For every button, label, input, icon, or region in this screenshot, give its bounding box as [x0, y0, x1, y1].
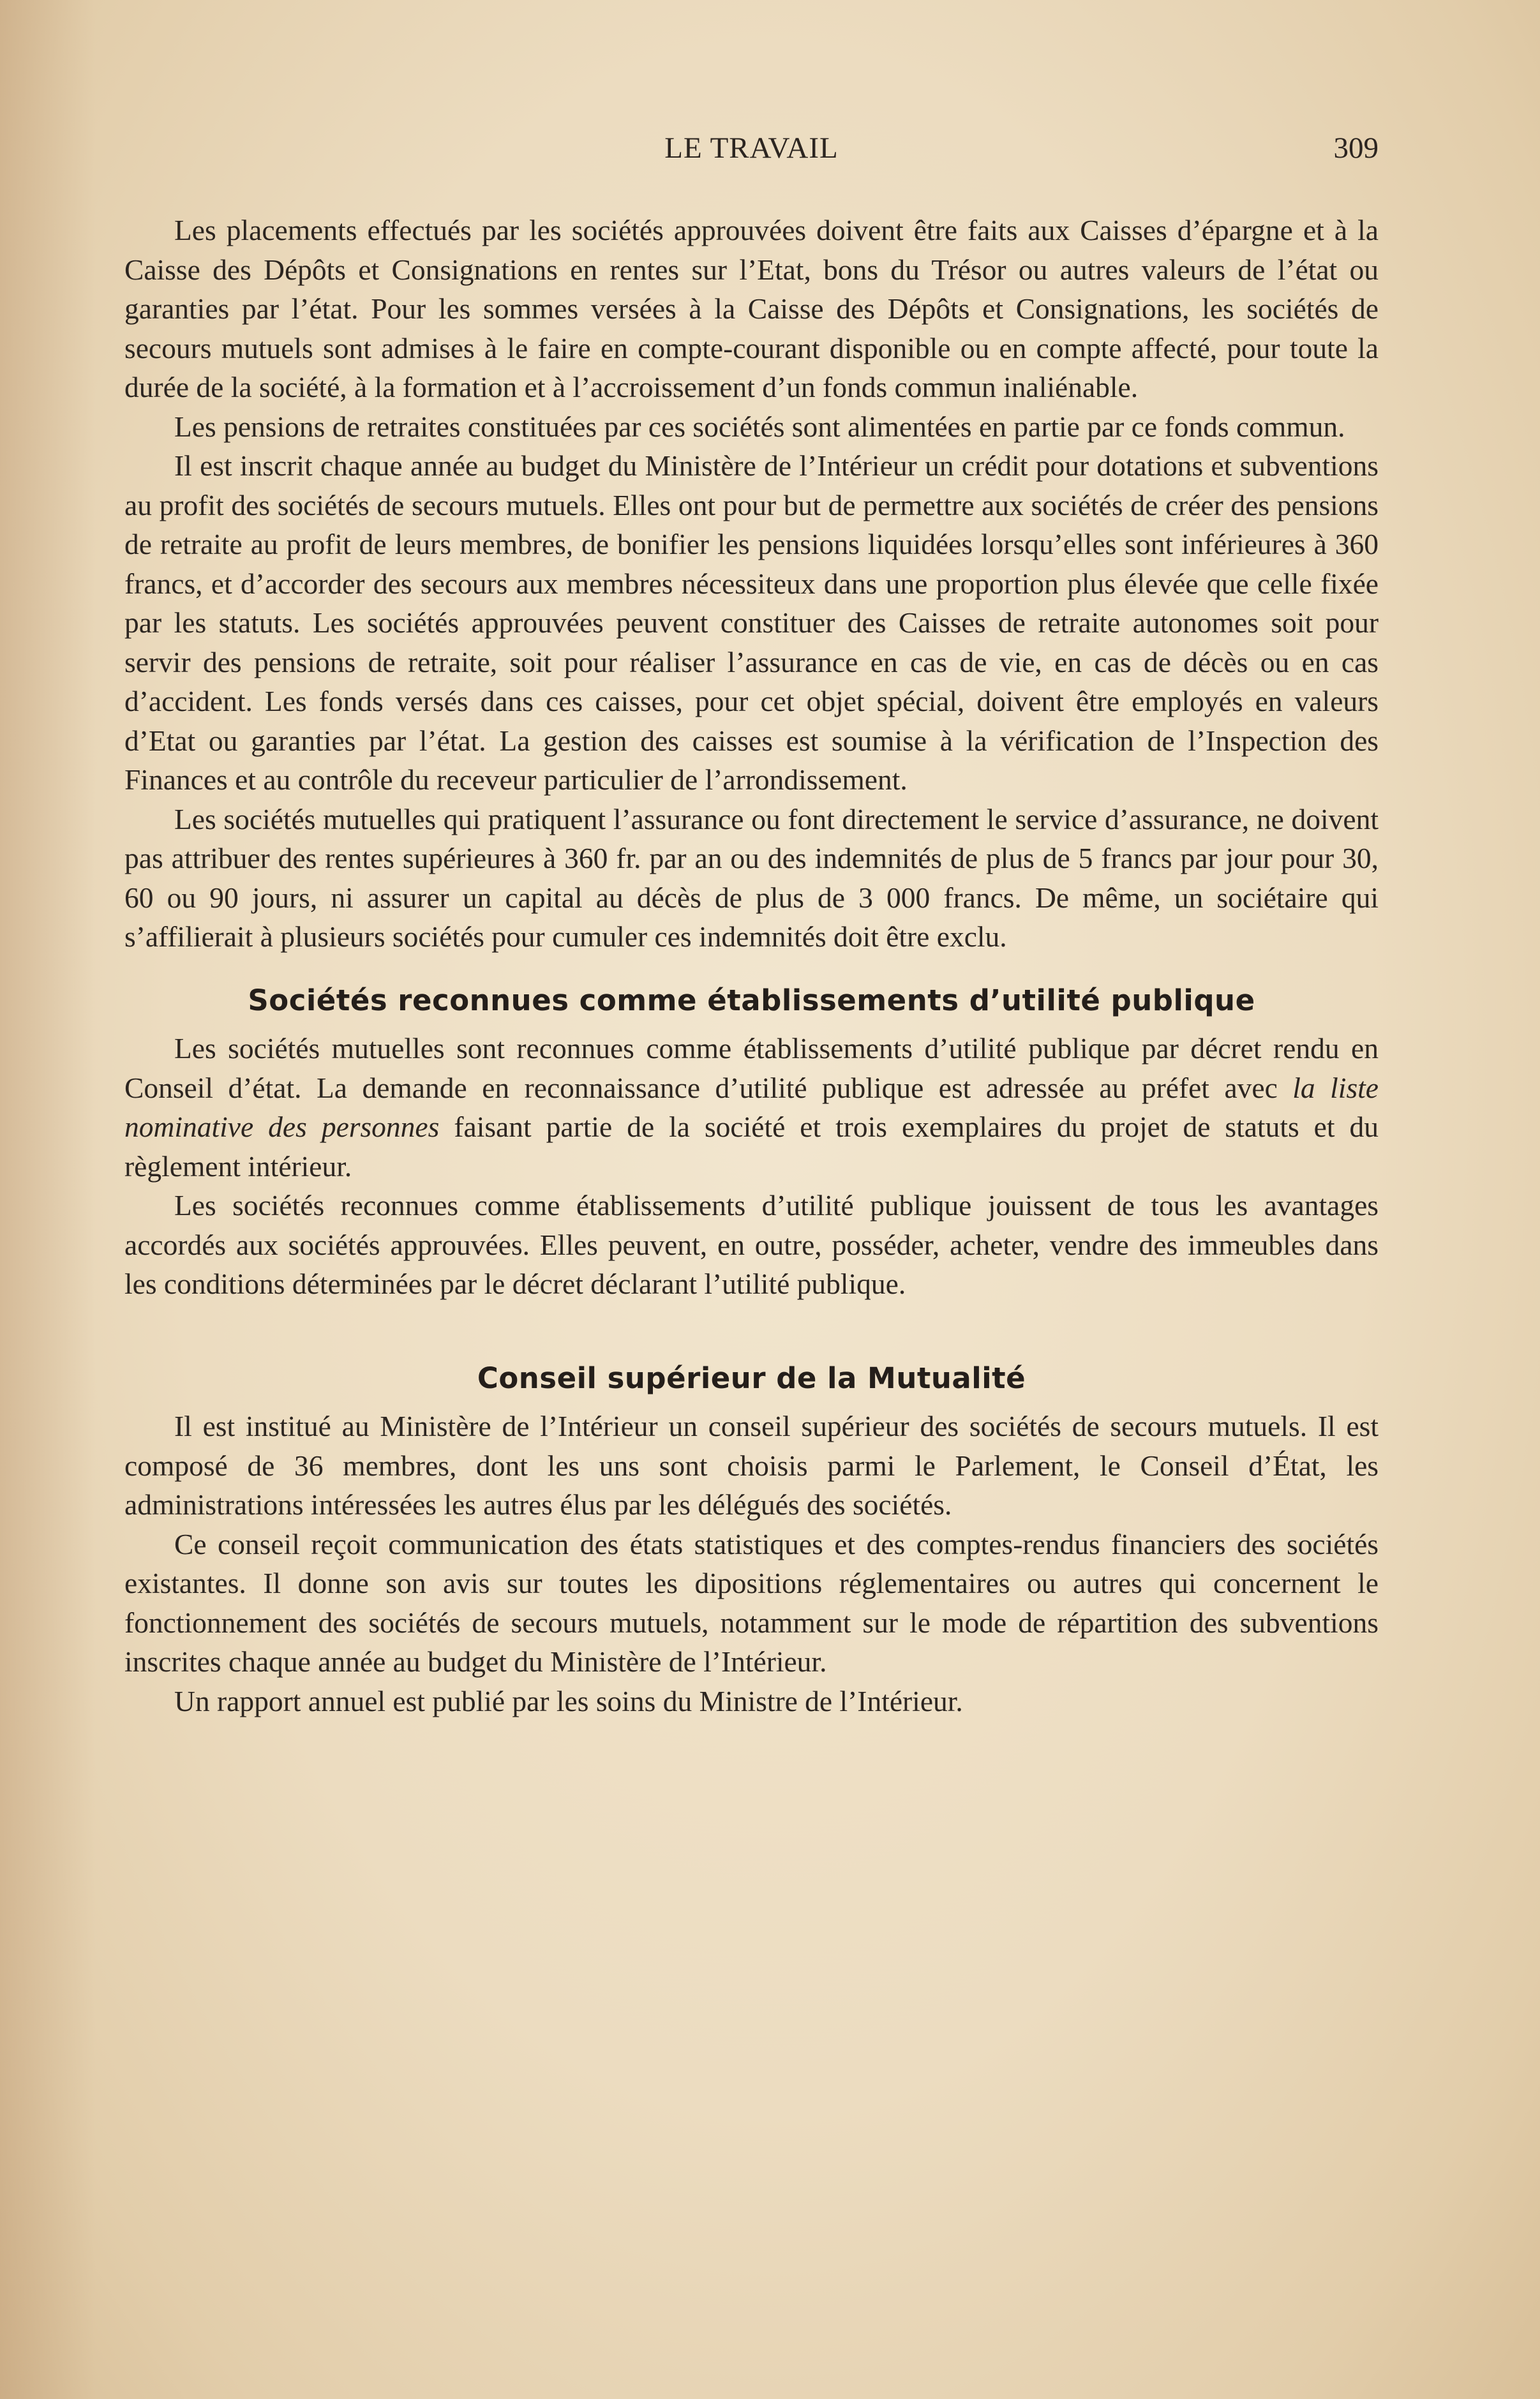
paragraph: Un rapport annuel est publié par les soins du Ministre de l’Intérieur. [174, 1684, 963, 1717]
running-title: LE TRAVAIL [664, 131, 839, 165]
paragraph: Il est institué au Ministère de l’Intérieur un conseil supérieur des sociétés de secours mutuels. Il est composé de 36 membres, dont les uns sont choisis parmi le Parlement, le Conseil d’État, les administrations intéressées les autres élus par les délégués des sociétés. [124, 1410, 1379, 1521]
paragraph [124, 1029, 1379, 1186]
page-header [124, 131, 1379, 169]
page-number: 309 [1333, 131, 1379, 165]
page-body [124, 211, 1379, 1721]
section-heading-conseil-superieur: Conseil supérieur de la Mutualité [477, 1361, 1026, 1395]
paragraph: Ce conseil reçoit communication des états statistiques et des comptes-rendus financiers des sociétés existantes. Il donne son avis sur toutes les dipositions réglementaires ou autres qui concernent le fonctionnement des sociétés de secours mutuels, notamment sur le mode de répartition des subventions inscrites chaque année au budget du Ministère de l’Intérieur. [124, 1527, 1379, 1678]
paragraph-text: Les sociétés mutuelles sont reconnues comme établissements d’utilité publique par décret rendu en Conseil d’état. La demande en reconnaissance d’utilité publique est adressée au préfet avec [124, 1032, 1379, 1104]
paragraph: Les sociétés reconnues comme établissements d’utilité publique jouissent de tous les avantages accordés aux sociétés approuvées. Elles peuvent, en outre, posséder, acheter, vendre des immeubles dans les conditions déterminées par le décret déclarant l’utilité publique. [124, 1189, 1379, 1300]
italic-phrase: la liste nominative des personnes [124, 1071, 1379, 1143]
paragraph: Il est inscrit chaque année au budget du Ministère de l’Intérieur un crédit pour dotations et subventions au profit des sociétés de secours mutuels. Elles ont pour but de permettre aux sociétés de créer des pensions de retraite au profit de leurs membres, de bonifier les pensions liquidées lorsqu’elles sont inférieures à 360 francs, et d’accorder des secours aux membres nécessiteux dans une proportion plus élevée que celle fixée par les statuts. Les sociétés approuvées peuvent constituer des Caisses de retraite autonomes soit pour servir des pensions de retraite, soit pour réaliser l’assurance en cas de vie, en cas de décès ou en cas d’accident. Les fonds versés dans ces caisses, pour cet objet spécial, doivent être employés en valeurs d’Etat ou garanties par l’état. La gestion des caisses est soumise à la vérification de l’Inspection des Finances et au contrôle du receveur particulier de l’arrondissement. [124, 449, 1379, 796]
paragraph-text: faisant partie de la société et trois exemplaires du projet de statuts et du règlement intérieur. [124, 1110, 1379, 1183]
paragraph: Les pensions de retraites constituées par ces sociétés sont alimentées en partie par ce fonds commun. [174, 410, 1345, 443]
paragraph: Les placements effectués par les sociétés approuvées doivent être faits aux Caisses d’épargne et à la Caisse des Dépôts et Consignations en rentes sur l’Etat, bons du Trésor ou autres valeurs de l’état ou garanties par l’état. Pour les sommes versées à la Caisse des Dépôts et Consignations, les sociétés de secours mutuels sont admises à le faire en compte-courant disponible ou en compte affecté, pour toute la durée de la société, à la formation et à l’accroissement d’un fonds commun inaliénable. [124, 214, 1379, 403]
paragraph: Les sociétés mutuelles qui pratiquent l’assurance ou font directement le service d’assurance, ne doivent pas attribuer des rentes supérieures à 360 fr. par an ou des indemnités de plus de 5 francs par jour pour 30, 60 ou 90 jours, ni assurer un capital au décès de plus de 3 000 francs. De même, un sociétaire qui s’affilierait à plusieurs sociétés pour cumuler ces indemnités doit être exclu. [124, 802, 1379, 953]
section-heading-utilite-publique: Sociétés reconnues comme établissements d’utilité publique [248, 983, 1255, 1017]
